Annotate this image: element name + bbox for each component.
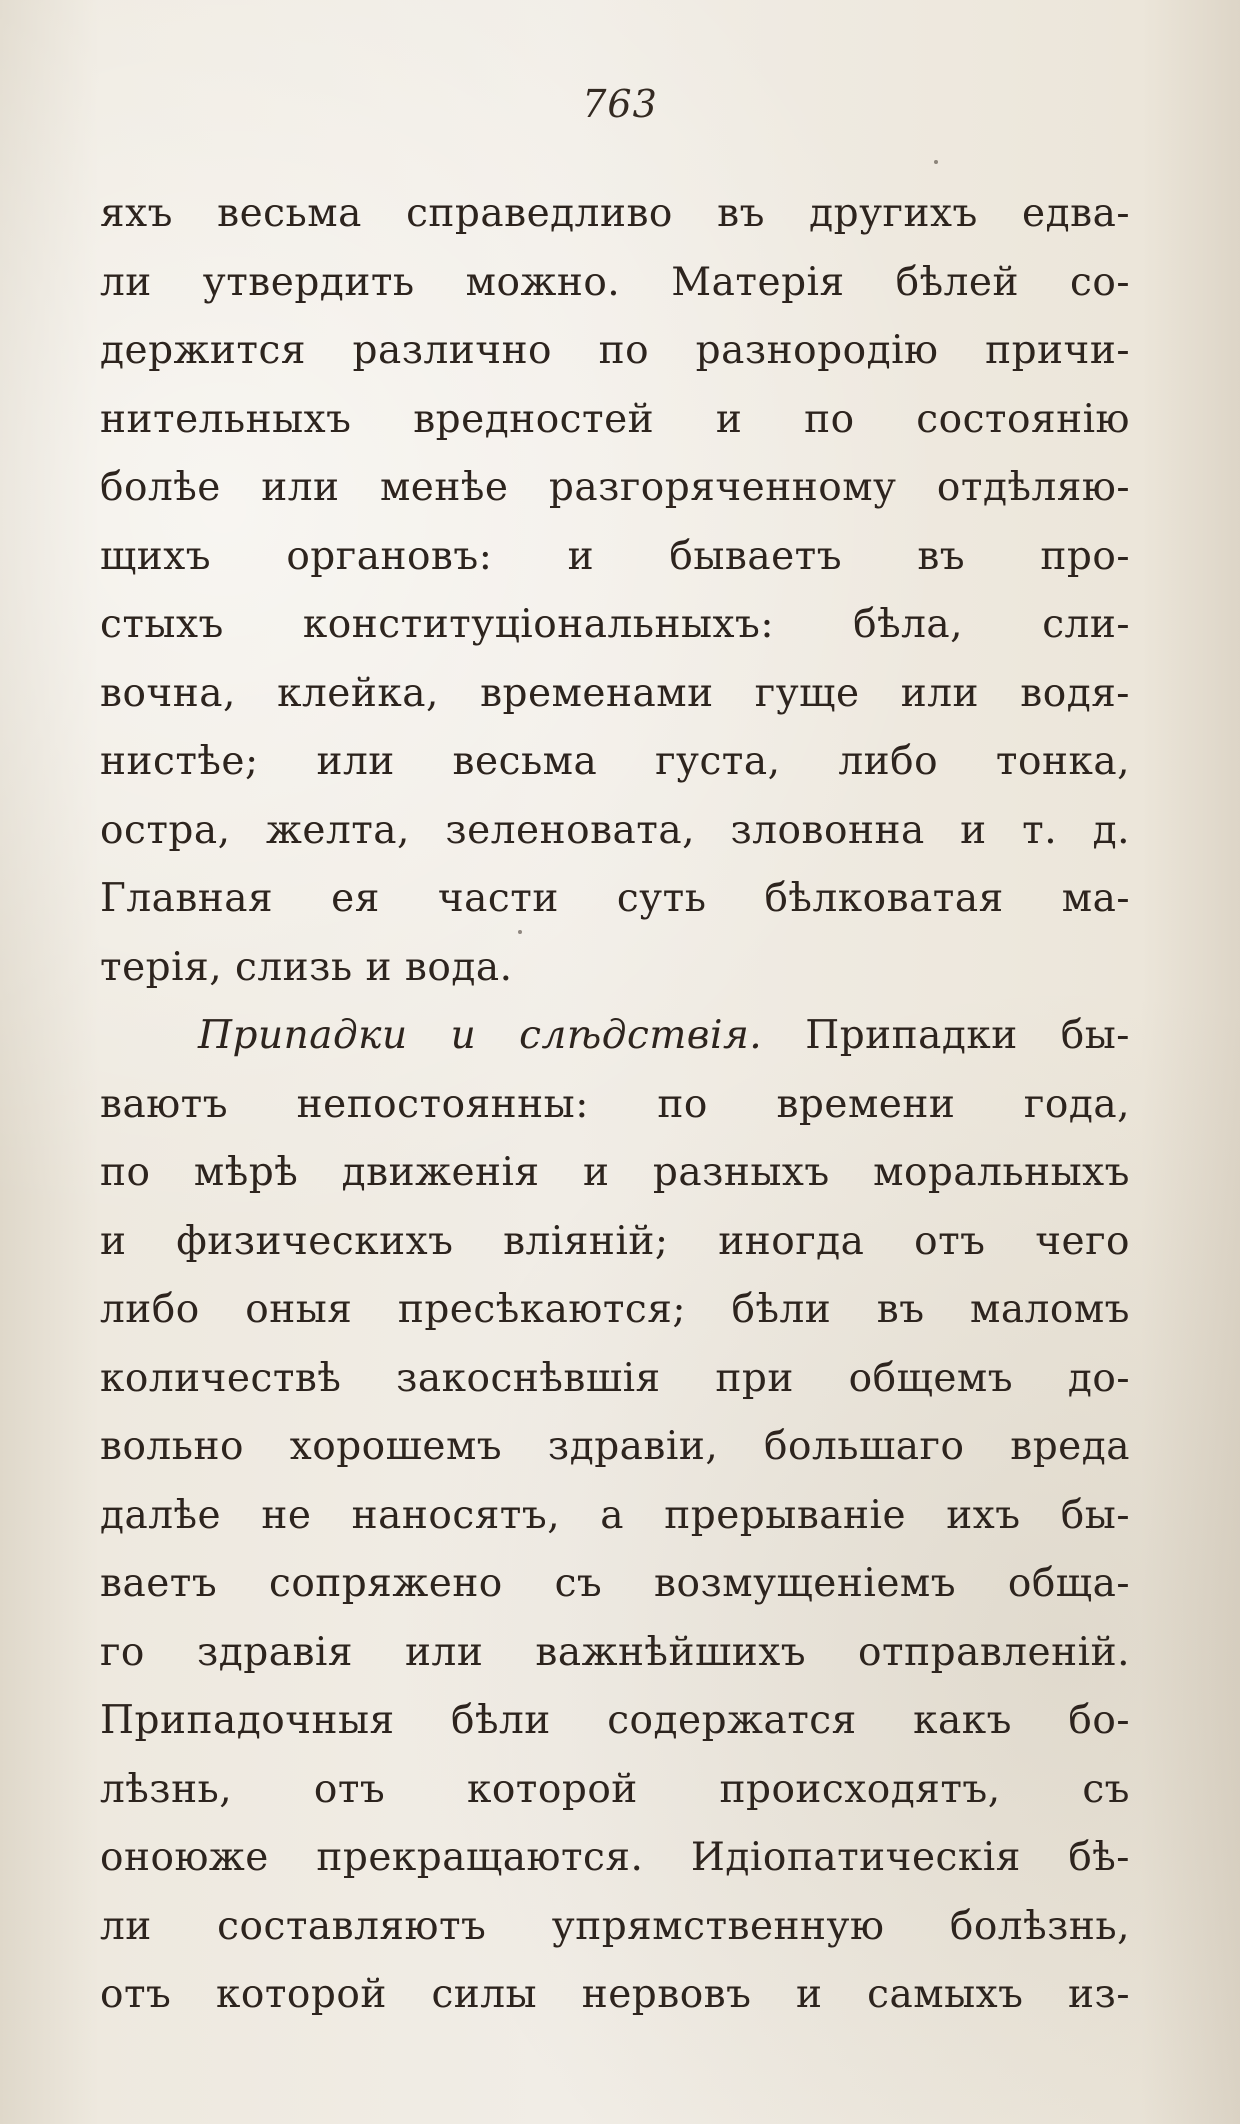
page-number: 763 xyxy=(582,82,658,126)
text-line-22: го здравія или важнѣйшихъ отправленій. xyxy=(100,1629,1130,1675)
text-line-21: ваетъ сопряжено съ возмущеніемъ обща- xyxy=(100,1561,1130,1606)
text-line-6: щихъ органовъ: и бываетъ въ про- xyxy=(100,533,1130,579)
text-line-11: Главная ея части суть бѣлковатая ма- xyxy=(100,876,1130,921)
text-line-5: болѣе или менѣе разгоряченному отдѣляю- xyxy=(100,465,1130,510)
text-line-25: оноюже прекращаются. Идіопатическія бѣ- xyxy=(100,1835,1130,1880)
text-line-4: нительныхъ вредностей и по состоянію xyxy=(100,396,1130,442)
text-line-7: стыхъ конституціональныхъ: бѣла, сли- xyxy=(100,602,1130,647)
text-line-12: терія, слизь и вода. xyxy=(100,944,513,990)
text-line-27: отъ которой силы нервовъ и самыхъ из- xyxy=(100,1972,1130,2017)
text-line-8: вочна, клейка, временами гуще или водя- xyxy=(100,670,1130,716)
text-line-24: лѣзнь, отъ которой происходятъ, съ xyxy=(100,1766,1130,1812)
text-line-10: остра, желта, зеленовата, зловонна и т. д. xyxy=(100,807,1130,853)
page-text xyxy=(100,180,1130,2030)
text-line-18: количествѣ закоснѣвшія при общемъ до- xyxy=(100,1355,1130,1401)
paper-speck xyxy=(934,160,938,164)
text-line-19: вольно хорошемъ здравіи, большаго вреда xyxy=(100,1424,1130,1469)
text-line-17: либо оныя пресѣкаются; бѣли въ маломъ xyxy=(100,1287,1130,1332)
text-line-13 xyxy=(100,1002,1130,1071)
section-heading-continuation: Припадки бы- xyxy=(805,1013,1130,1058)
text-line-15: по мѣрѣ движенія и разныхъ моральныхъ xyxy=(100,1150,1130,1195)
text-line-9: нистѣе; или весьма густа, либо тонка, xyxy=(100,739,1130,784)
paper-speck xyxy=(518,930,522,934)
section-heading: Припадки и слѣдствія. xyxy=(198,1013,763,1058)
text-line-26: ли составляютъ упрямственную болѣзнь, xyxy=(100,1903,1130,1949)
text-line-14: ваютъ непостоянны: по времени года, xyxy=(100,1081,1130,1127)
text-line-2: ли утвердить можно. Матерія бѣлей со- xyxy=(100,259,1130,305)
text-line-1: яхъ весьма справедливо въ другихъ едва- xyxy=(100,191,1130,236)
text-line-23: Припадочныя бѣли содержатся какъ бо- xyxy=(100,1698,1130,1743)
text-line-3: держится различно по разнородію причи- xyxy=(100,328,1130,373)
text-line-16: и физическихъ вліяній; иногда отъ чего xyxy=(100,1218,1130,1264)
text-line-20: далѣе не наносятъ, а прерываніе ихъ бы- xyxy=(100,1492,1130,1538)
